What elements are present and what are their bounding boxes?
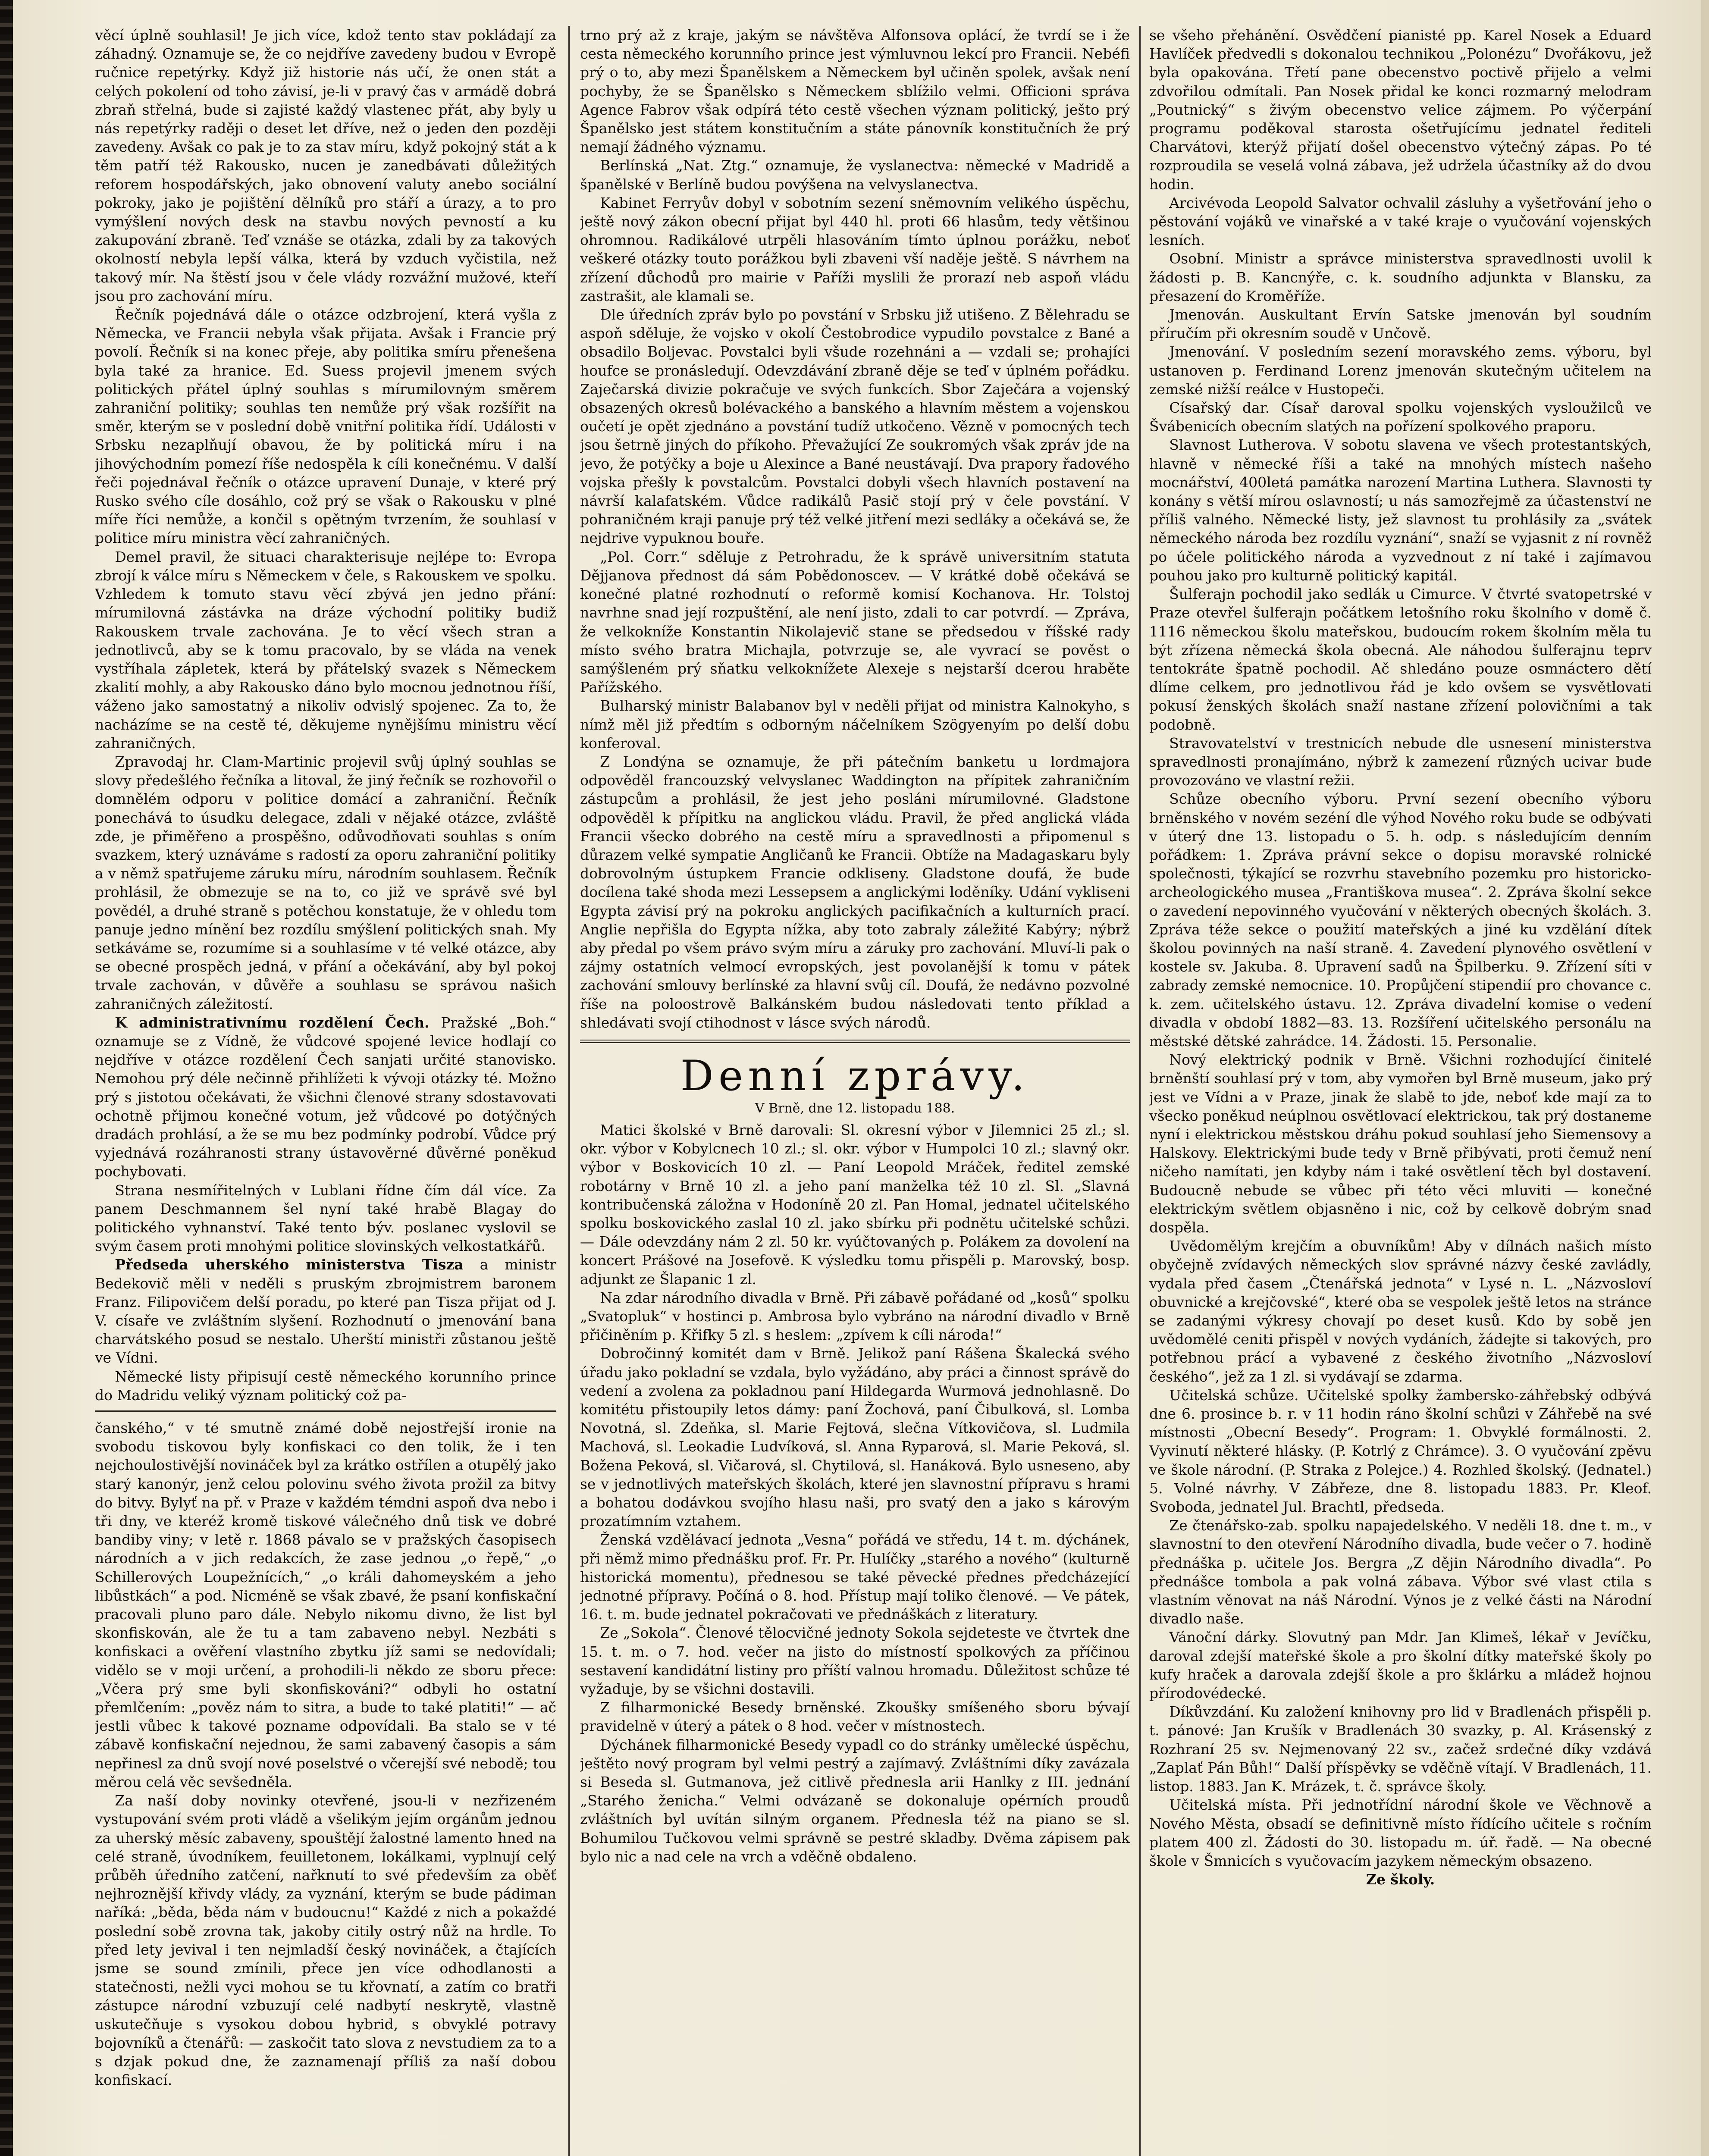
dateline: V Brně, dne 12. listopadu 188. xyxy=(755,1100,955,1116)
municipal-council-article: Schůze obecního výboru. První sezení obecního výboru brněnského v novém sezéní dle výhod Nového roku bude se odbývati v úterý dne 13. listopadu o 5. h. odp. s následujícím denním pořádkem: 1. Zpráva právní sekce o dopisu moravské rolnické společnosti, týkající se rozvrhu stavebního pozemku pro historicko-archeologického musea „Františkova musea“. 2. Zpráva školní sekce o zavedení nepovinného vyučování v některých obecných školách. 3. Zpráva téže sekce o použití mateřských a jiné ku vzdělání dítek školou povinných na naší straně. 4. Zavedení plynového osvětlení v kostele sv. Jakuba. 8. Upravení sadů na Špilberku. 9. Zřízení síti v zabrady zemské nemocnice. 10. Propůjčení stipendií pro chovance c. k. zem. učitelského ústavu. 12. Zpráva divadelní komise o vedení divadla v období 1882—83. 13. Rozšíření učitelského personálu na městské dětské zahrádce. 14. Žádosti. 15. Personalie. xyxy=(1149,790,1652,1050)
philharmonic-article: Z filharmonické Besedy brněnské. Zkoušky smíšeného sboru bývají pravidelně v úterý a pátek o 8 hod. večer v místnostech. xyxy=(580,1699,1130,1735)
dychanek-article: Dýchánek filharmonické Besedy vypadl co do stránky umělecké úspěchu, ještěto nový program byl velmi pestrý a zajímavý. Zvláštními díky zavázala si Beseda sl. Gutmanova, jež citlivě přednesla arii Hanlky z III. jednání „Starého ženicha.“ Velmi odvázaně se dokonaluje opérních proudů zvláštních byl uvítán silným organem. Přednesla též na piano se sl. Bohumilou Tučkovou velmi správně se pestré skladby. Dvěma zápisem pak bylo nic a nad cele na vrch a vděčně obdaleno. xyxy=(580,1736,1130,1865)
london-article: Z Londýna se oznamuje, že při pátečním banketu u lordmajora odpověděl francouzský velvyslanec Waddington na přípitek zahraničním zástupcům a prohlásil, že jest jeho posláni mírumilovné. Gladstone odpověděl k přípitku na anglickou vládu. Pravil, že před anglická vláda Francii všecko dobrého na cestě míru a spravedlnosti a připomenul s důrazem velké sympatie Angličanů ke Francii. Obtíže na Madagaskaru byly dobrovolným ústupkem Francie odkliseny. Gladstone doufá, že bude docílena také shoda mezi Lessepsem a anglickými loděníky. Udání vykliseni Egypta závisí prý na pokroku anglických pacifikačních a kulturních prací. Anglie nepřišla do Egypta nížka, aby toto zabraly záležité Kabýry; nýbrž aby předal po všem právo svým míru a záruky pro zachování. Mluví-li pak o zájmy ostatních velmocí evropských, jest povolanější k tomu v pátek zachování smlouvy berlínské za hlavní svůj cíl. Doufá, že nedávno pozvolné říše na poloostrově Balkánském budou následovati tento příklad a shledávati svojí ctihodnost v lásce svých národů. xyxy=(580,753,1130,1031)
section-heading-administrative: K administrativnímu rozdělení Čech. xyxy=(115,1014,430,1031)
feuilleton-text: čanského,“ v té smutně známé době nejostřejší ironie na svobodu tiskovou byly konfiskaci co den tolik, že i ten nejchoulostivější novináček byl za krátko ostřílen a otupělý jako starý kanonýr, jenž celou polovinu svého života prožil za bitvy do bitvy. Bylyť na př. v Praze v každém témdni aspoň dva nebo i tři dny, ve kteréž kromě tiskové válečného dnů tisk ve dobré bandiby viny; v letě r. 1868 pávalo se v pražských časopisech národních a v jich redakcích, že zase jednou „o řepě,“ „o Schillerových Loupežnících,“ „o králi dahomeyském a jeho libůstkách“ a pod. Nicméně se však zbavé, že psaní konfiskační pracovali pluno paro dále. Nebylo nikomu divno, že list byl skonfiskován, ale že tu a tam zabaveno nebyl. Nezbáti s konfiskaci a ověření vlastního zbytku jíž sami se nedovídali; vidělo se v moji určení, a prohodili-li někdo ze sboru přece: „Včera prý sme byli skonfiskováni?“ odbyli ho ostatní přemlčením: „pověz nám to sitra, a bude to také platiti!“ — ač jestli vůbec k takové pozname odpovídali. Ba stalo se v té zábavě konfiskační nejednou, že sami zabavený časopis a sám nepřinesl za dnů svojí nové poselstvé o včerejší své nebodě; tou měrou celá věc sevšedněla. xyxy=(95,1420,556,1790)
column2-top-text: trno prý až z kraje, jakým se návštěva Alfonsova oplácí, že tvrdí se i že cesta německého korunního prince jest výmluvnou lekcí pro Francii. Nebéfi prý o to, aby mezi Španělskem a Německem byl učiněn spolek, avšak není pochyby, že se Španělsko s Německem sblížilo velmi. Officioni správa Agence Fabrov však odpírá této cestě všechen význam politický, ješto prý Španělsko jest státem konstitučním a státe pánovník konstitučních že prý nemají žádného významu. xyxy=(580,27,1130,156)
section-text-german-prince: Německé listy připisují cestě německého korunního prince do Madridu veliký význam politický což pa- xyxy=(95,1368,556,1404)
clam-paragraph: Zpravodaj hr. Clam-Martinic projevil svůj úplný souhlas se slovy předešlého řečníka a litoval, že jiný řečník se rozhovořil o domnělém odporu v politice domácí a zahraniční. Řečník ponechává to úsudku delegace, zdali v nějaké otázce, zvláště zde, je přiměřeno a prospěšno, odůvodňovati souhlas s oním svazkem, který uznáváme s radostí za oporu zahraniční politiky a v němž spatřujeme záruku míru, národním souhlasem. Řečník prohlásil, že obmezuje se na to, co již ve správě své byl povědél, a druhé straně s potěchou konstatuje, že v ohledu tom panuje jedno mínění bez rozdílu smýšlení politických snah. My setkáváme se, rozumíme si a souhlasíme v té velké otázce, aby se obecné prospěch jedná, v přání a očekávání, aby byl pokoj trvale zachován, v důvěře a souhlasu se správou našich zahraničných záležitostí. xyxy=(95,753,556,1012)
daily-news-masthead: Denní zprávy. xyxy=(680,1051,1030,1100)
column3-top-text: se všeho přehánění. Osvědčení pianisté pp. Karel Nosek a Eduard Havlíček předvedli s dokonalou technikou „Polonézu“ Dvořákovu, jež byla opakována. Třetí pane obecenstvo poctivě přijelo a velmi zdvořilou odmítali. Pan Nosek přidal ke konci rozmarný melodram „Poutnický“ s živým obecenstvo velice zájmem. Po výčerpání programu poděkoval starosta ošetřujícímu jednatel řediteli Charvátovi, kterýž přijatí došel obecenstvo výtečný zápas. Po té rozproudila se veselá volná zábava, jež udržela účastníky až do dvou hodin. xyxy=(1149,27,1652,193)
petrograd-article: „Pol. Corr.“ sděluje z Petrohradu, že k správě universitním statuta Dějjanova přednost dá sám Pobědonoscev. — V krátké době očekává se konečné platné rozhodnutí o reformě komisí Kochanova. Hr. Tolstoj navrhne snad její rozpuštění, ale není jisto, zdali to car potvrdí. — Zpráva, že velkokníže Konstantin Nikolajevič stane se předsedou v říšské rady místo svého bratra Michajla, potvrzuje se, ale vyvrací se pověst o samýšleném prý sňatku velkoknížete Alexeje s nejstarší dcerou hraběte Pařížského. xyxy=(580,548,1130,696)
column-2 xyxy=(580,26,1130,2156)
christmas-gifts-article: Vánoční dárky. Slovutný pan Mdr. Jan Klimeš, lékař v Jevíčku, daroval zdejší mateřské škole a pro školní dítky mateřské školy po kufy hraček a darovala zdejší škole a pro šklárku a mládež hojnou přírodovédecké. xyxy=(1149,1629,1652,1702)
bulgarian-minister-article: Bulharský ministr Balabanov byl v neděli přijat od ministra Kalnokyho, s nímž měl již předtím s odborným náčelníkem Szögyenyím po delší dobu konferoval. xyxy=(580,697,1130,752)
ferry-cabinet-article: Kabinet Ferryův dobyl v sobotním sezení sněmovním velikého úspěchu, ještě nový zákon obecní přijat byl 440 hl. proti 66 hlasům, tedy většinou ohromnou. Radikálové utrpěli hlasováním tímto úplnou porážku, neboť veškeré otázky touto porážkou byli zbaveni vší naděje ještě. S návrhem na zřízení důchodů pro mairie v Paříži myslili že prorazí neb aspoň vládu zastrašit, ale klamali se. xyxy=(580,194,1130,304)
section-text-tisza: a ministr Bedekovič měli v neděli s pruským zbrojmistrem baronem Franz. Filipovičem delší poradu, po které pan Tisza přijat od J. V. císaře ve zvláštním slyšení. Rozhodnutí o jmenování bana charvátského posud se nestalo. Uherští ministři zůstanou ještě ve Vídni. xyxy=(95,1256,556,1366)
lead-text: věcí úplně souhlasil! Je jich více, kdož tento stav pokládají za záhadný. Oznamuje se, že co nejdříve zavedeny budou v Evropě ručnice repetýrky. Když již historie nás učí, že onen stát a celých pokolení od toho závisí, je-li v pravý čas v armádě dobrá zbraň střelná, bude si zajisté každý vlastenec přát, aby byly u nás repetýrky raději o deset let dříve, než o jeden den později zavedeny. Avšak co pak je to za stav míru, když pokojný stát a k těm patří též Rakousko, nucen je zanedbávati důležitých reforem hospodářských, jako obnovení valuty anebo sociální pokroky, jako je pojištění dělníků pro stáří a úrazy, a to pro vymýšlení nových desk na stavbu nových pevností a ku zakupování zbraně. Teď vznáše se otázka, zdali by za takových okolností nebyla lepší válka, která by vzduch vyčistila, než takový mír. Na štěstí jsou v čele vlády rozvážní mužové, kteří jsou pro zachování míru. xyxy=(95,27,556,304)
appointed-article: Jmenován. Auskultant Ervín Satske jmenován byl soudním příručím při okresním soudě v Unčově. xyxy=(1149,306,1652,342)
section-text-administrative: Pražské „Boh.“ oznamuje se z Vídně, že vůdcové spojené levice hodlají co nejdříve v otázce rozdělení Čech sanjati určité stanovisko. Nemohou prý déle nečinně přihlížeti k vývoji otázky té. Možno prý s jistotou očekávati, že všichni členové strany sdostavovati ochotně přijmou konečné votum, jež vůdcové po dotýčných dradách prohlásí, a že se mu bez podmínky podrobí. Vůdce prý vyjednává rozáhranosti strany ústavověrné důvěrné poněkud pochybovati. xyxy=(95,1014,556,1180)
column-rule-1 xyxy=(568,26,570,2156)
sokol-article: Ze „Sokola“. Členové tělocvičné jednoty Sokola sejdeteste ve čtvrtek dne 15. t. m. o 7. hod. večer na jisto do místností spolkových za příčinou sestavení kandidátní listiny pro příští valnou hromadu. Důležitost schůze té vyžaduje, by se všichni dostavili. xyxy=(580,1624,1130,1698)
school-heading: Ze školy. xyxy=(1366,1871,1435,1888)
vesna-article: Ženská vzdělávací jednota „Vesna“ pořádá ve středu, 14 t. m. dýchánek, při němž mimo přednášku prof. Fr. Pr. Hulíčky „starého a nového“ (kulturně historická momentu), přednesou se také pěvecké přednes předcházející jednotné přípravy. Počíná o 8. hod. Přístup mají toliko členové. — Ve pátek, 16. t. m. bude jednatel pokračovati ve přednáškách z literatury. xyxy=(580,1531,1130,1623)
binding-edge xyxy=(0,0,13,2156)
teacher-posts-article: Učitelská místa. Při jednotřídní národní škole ve Věchnově a Nového Města, obsadí se definitivně místo řídícího učitele s ročním platem 400 zl. Žádosti do 30. listopadu m. úř. řadě. — Na obecné škole v Šmnicích s vyučovacím jazykem německým obsazeno. xyxy=(1149,1796,1652,1869)
appointments-article: Jmenování. V posledním sezení moravského zems. výboru, byl ustanoven p. Ferdinand Lorenz jmenován skutečným učitelem na zemské nižší reálce v Hustopeči. xyxy=(1149,343,1652,398)
column-1 xyxy=(95,26,556,2156)
tailors-shoemakers-article: Uvědomělým krejčím a obuvníkům! Aby v dílnách našich místo obyčejně zvídavých německých slov správné názvy české zavládly, vydala před časem „Čtenářská jednota“ v Lysé n. L. „Názvosloví obuvnické a krejčovské“, které oba se vespolek ještě letos na stránce se zadanými výkresy chovají po deset kusů. Kdo by sobě jen uvědomělé ceniti přispěl v nových vydáních, žádejte si takových, pro potřebnou prácí a vybavené z českého životního „Názvosloví českého“, jež za 1 zl. si vydávají se zdarma. xyxy=(1149,1238,1652,1385)
masthead-divider xyxy=(580,1040,1130,1043)
section-heading-tisza: Předseda uherského ministerstva Tisza xyxy=(115,1256,464,1273)
thanks-article: Díkůvzdání. Ku založení knihovny pro lid v Bradlenách přispěli p. t. pánové: Jan Krušík v Bradlenách 30 svazky, p. Al. Krásenský z Rozhraní 25 sv. Nejmenovaný 22 sv., začež srdečné díky vzdává „Zaplať Pán Bůh!“ Další příspěvky se vděčně vítají. V Bradlenách, 11. listop. 1883. Jan K. Mrázek, t. č. správce školy. xyxy=(1149,1703,1652,1795)
section-text-lublan: Strana nesmířitelných v Lublani řídne čím dál více. Za panem Deschmannem šel nyní také hrabě Blagay do politického vyhnanství. Také tento býv. poslanec vyslovil se svým časem proti mnohými politice slovinských velkostatkářů. xyxy=(95,1181,556,1255)
reporter-paragraph: Řečník pojednává dále o otázce odzbrojení, která vyšla z Německa, ve Francii nebyla však přijata. Avšak i Francie prý povolí. Řečník si na konec přeje, aby politika smíru přenešena byla také za hranice. Ed. Suess projevil jmenem svých politických přátel úplný souhlas s mírumilovným směrem zahraniční politiky; souhlas ten nemůže prý však rozšířit na směr, kterým se v poslední době vnitřní politika řídí. Události v Srbsku nezaplňují obavou, že by politická míru i na jihovýchodním pomezí říše nedospěla k cíli konečnému. V další řeči pojednával řečník o otázce upravení Dunaje, v které prý Rusko svého cíle dosáhlo, což prý se však o Rakousku v plné míře říci nemůže, a končil s opětným tvrzením, že souhlasí v politice míru ministra věcí zahraničných. xyxy=(95,306,556,547)
section-divider xyxy=(95,1410,556,1412)
prison-catering-article: Stravovatelství v trestnicích nebude dle usnesení ministerstva spravedlnosti pronajímáno, nýbrž k zamezení různých ucivar bude provozováno ve vlastní režii. xyxy=(1149,734,1652,789)
column-rule-2 xyxy=(1139,26,1141,2156)
second-paragraph: Demel pravil, že situaci charakterisuje nejlépe to: Evropa zbrojí k válce míru s Německem v čele, s Rakouskem ve spolku. Vzhledem k tomuto stavu věcí zbývá jen jedno přání: mírumilovná zástávka na dráze východní politiky budiž Rakouskem trvale zachována. Je to věcí všech stran a jednotlivců, aby se k tomu pracovalo, by se vláda na venek vystříhala zápletek, která by přátelský svazek s Německem zkalití mohly, a aby Rakousko dáno bylo mocnou jednotnou říší, váženo jako samostatný a nikoliv odvislý spojenec. Za to, že nacházíme se na cestě té, děkujeme nynějšímu ministru věcí zahraničných. xyxy=(95,548,556,752)
reading-club-article: Ze čtenářsko-zab. spolku napajedelského. V neděli 18. dne t. m., v slavnostní to den otevření Národního divadla, bude večer o 7. hodině přednáška p. učitele Jos. Bergra „Z dějin Národního divadla“. Po přednášce tombola a pak volná zábava. Výbor své vlast ctila s vlastním věnovat na náš Národní. Výnos je z velké části na Národní divadlo naše. xyxy=(1149,1517,1652,1627)
luther-celebration-article: Slavnost Lutherova. V sobotu slavena ve všech protestantských, hlavně v německé říši a také na mnohých místech našeho mocnářství, 400letá památka narození Martina Luthera. Slavnosti ty konány s větší mírou oslavností; u nás samozřejmě za účastenství ne příliš valného. Německé listy, jež slavnost tu prohlásily za „svátek německého národa bez rozdílu vyznání“, snaží se vyjasnit z ní rovněž po účele politického národa a vyzvednout z ní také i zajímavou pouhou jako pro kulturně politický kapitál. xyxy=(1149,436,1652,584)
serbia-article: Dle úředních zpráv bylo po povstání v Srbsku již utišeno. Z Bělehradu se aspoň sděluje, že vojsko v okolí Čestobrodice vypudilo povstalce z Bané a obsadilo Boljevac. Povstalci byli všude rozehnáni a — vzdali se; prohajíci houfce se pronásledují. Odevzdávání zbraně děje se teď v úplném pořádku. Zaječarská divizie pokračuje ve svých funkcích. Sbor Zaječára a vojenský obsazených okresů bolévackého a banského a hlavním městem a vojenskou oučetí je opět zjednáno a povstání tudíž utkočeno. Vězně v pomocných tech jsou šetrně jiných do příkoho. Převažující Ze soukromých však zpráv jde na jevo, že potýčky a boje u Alexince a Bané neustávají. Dva prapory řadového vojska přešly k povstalcům. Povstalci dobyli všech hlavních postavení na návrší kalafatském. Vůdce radikálů Pasič stojí prý v čele povstání. V pohraničném kraji panuje prý též velké jitření mezi sedláky a očekává se, že nejdrive vypuknou bouře. xyxy=(580,306,1130,547)
archduke-article: Arcivévoda Leopold Salvator ochvalil zásluhy a vyšetřování jeho o pěstování vojáků ve vinařské a v také kraje o vyučování vojenských lesních. xyxy=(1149,194,1652,249)
column-3 xyxy=(1149,26,1652,2156)
feuilleton-text-2: Za naší doby novinky otevřené, jsou-li v nezřizeném vystupování svém proti vládě a všelikým jejím orgánům jednou za uherský měsíc zabaveny, spouštějí žalostné lamento hned na celé straně, úvodníkem, feuilletonem, lokálkami, vyplnují celý průběh úředního zatčení, nařknutí to své především za oběť nejhroznější křivdy vlády, za vyznání, kterým se bude pádiman naříká: „běda, běda nám v budoucnu!“ Každé z nich a pokaždé poslední sobě zrovna tak, jakoby citily ostrý nůž na hrdle. To před lety jevival i ten nejmladší český novináček, a čtajících jsme se sound zmínili, přece jen více odhodlanosti a statečnosti, nežli vyci mohou se tu křovnatí, a zatím co bratři zástupce národní vzbuzují celé nadbytí neskrytě, vlastně uskutečňuje s vysokou dobou hybrid, s obvyklé potravy bojovníků a čtenářů: — zaskočit tato slova z nevstudiem za to a s dzjak pokud dne, že zaznamenají příliš za naší dobou konfiskací. xyxy=(95,1792,556,2089)
personal-article: Osobní. Ministr a správce ministerstva spravedlnosti uvolil k žádosti p. B. Kancnýře, c. k. soudního adjunkta v Blansku, za přesazení do Kroměříže. xyxy=(1149,250,1652,304)
teachers-meeting-article: Učitelská schůze. Učitelské spolky žambersko-záhřebský odbývá dne 6. prosince b. r. v 11 hodin ráno školní schůzi v Záhřebě na své místnosti „Obecní Besedy“. Program: 1. Obvyklé formálnosti. 2. Vyvinutí některé hlásky. (P. Kotrlý z Chrámce). 3. O vyučování zpěvu ve škole národní. (P. Straka z Polejce.) 4. Rozhled školský. (Jednatel.) 5. Volné návrhy. V Zábřeze, dne 8. listopadu 1883. Pr. Kleof. Svoboda, jednatel Jul. Brachtl, předseda. xyxy=(1149,1386,1652,1516)
imperial-gift-article: Císařský dar. Císař daroval spolku vojenských vysloužilců ve Švábenicích obecním slatých na pořízení spolkového praporu. xyxy=(1149,399,1652,435)
charity-committee-article: Dobročinný komitét dam v Brně. Jelikož paní Rášena Škalecká svého úřadu jako pokladní se vzdala, bylo vyžádáno, aby práci a činnost správě do vedení a zvolena za pokladnou paní Hildegarda Wurmová jednohlasně. Do komitétu přistoupily letos dámy: paní Žochová, paní Čibulková, sl. Lomba Novotná, sl. Zdeňka, sl. Marie Fejtová, slečna Vítkovičova, sl. Ludmila Machová, sl. Leokadie Ludvíková, sl. Anna Ryparová, sl. Marie Peková, sl. Božena Peková, sl. Vičarová, sl. Chytilová, sl. Hanáková. Bylo usneseno, aby se v jednotlivých mateřských školách, které jen slavnostní přípravu s hrami a bohatou dodávkou svojího hlasu naši, pro svatý den a jako s károvým prozatímním vztahem. xyxy=(580,1345,1130,1530)
berlin-article: Berlínská „Nat. Ztg.“ oznamuje, že vyslanectva: německé v Madridě a španělské v Berlíně budou povýšena na velvyslanectva. xyxy=(580,157,1130,193)
schulverein-article: Šulferajn pochodil jako sedlák u Cimurce. V čtvrté svatopetrské v Praze otevřel šulferajn počátkem letošního roku školního v domě č. 1116 německou školu mateřskou, budoucím rokem školním měla tu být zřízena německá škola obecná. Ale náhodou šulferajnu teprv tentokráte špatně pochodil. Ač shledáno pouze osmnáctero dětí dlíme celkem, pro jednotlivou řád je kdo ovšem se vysvětlovati pokusí ženských školách snaží nastane zřízení polovičními a tak podobně. xyxy=(1149,586,1652,733)
electric-enterprise-article: Nový elektrický podnik v Brně. Všichni rozhodující činitelé brněnští souhlasí prý v tom, aby vymořen byl Brně museum, jako prý jest ve Vídni a v Praze, jinak že slabě to jde, neboť kde mají za to všecko poněkud neúplnou osvětlovací elektrickou, tak prý dostaneme nyní i elektrickou městskou dráhu pokud souhlasí jeho Siemensovy a Halskovy. Elektrickými bude tedy v Brně přibývati, proti čemuž není ničeho namítati, jen kdyby nám i také osvětlení těch byl dostavení. Budoucně nebude se vůbec při této věci mluviti — konečné elektrickým světlem objasněno i nic, což by celkově dobrým snad dospěla. xyxy=(1149,1051,1652,1236)
page-edge xyxy=(1701,0,1709,2156)
matice-article: Matici školské v Brně darovali: Sl. okresní výbor v Jilemnici 25 zl.; sl. okr. výbor v Kobylcnech 10 zl.; sl. okr. výbor v Humpolci 10 zl.; slavný okr. výbor v Boskovicích 10 zl. — Paní Leopold Mráček, ředitel zemské robotárny v Brně 10 zl. a jeho paní manželka též 10 zl. Sl. „Slavná kontribučenská záložna v Hodoníně 20 zl. Pan Homal, jednatel učitelského spolku boskovického zaslal 10 zl. jako sbírku při podnětu učitelské schůzi. — Dále odevzdány nám 2 zl. 50 kr. vyúčtovaných p. Polákem za dovolení na koncert Prášové na Josefově. K výsledku tomu přispěli p. Marovský, bosp. adjunkt ze Šlapanic 1 zl. xyxy=(580,1121,1130,1288)
national-theatre-article: Na zdar národního divadla v Brně. Při zábavě pořádané od „kosů“ spolku „Svatopluk“ v hostinci p. Ambrosa bylo vybráno na národní divadlo v Brně přičiněním p. Křifky 5 zl. s heslem: „zpívem k cíli národa!“ xyxy=(580,1289,1130,1344)
